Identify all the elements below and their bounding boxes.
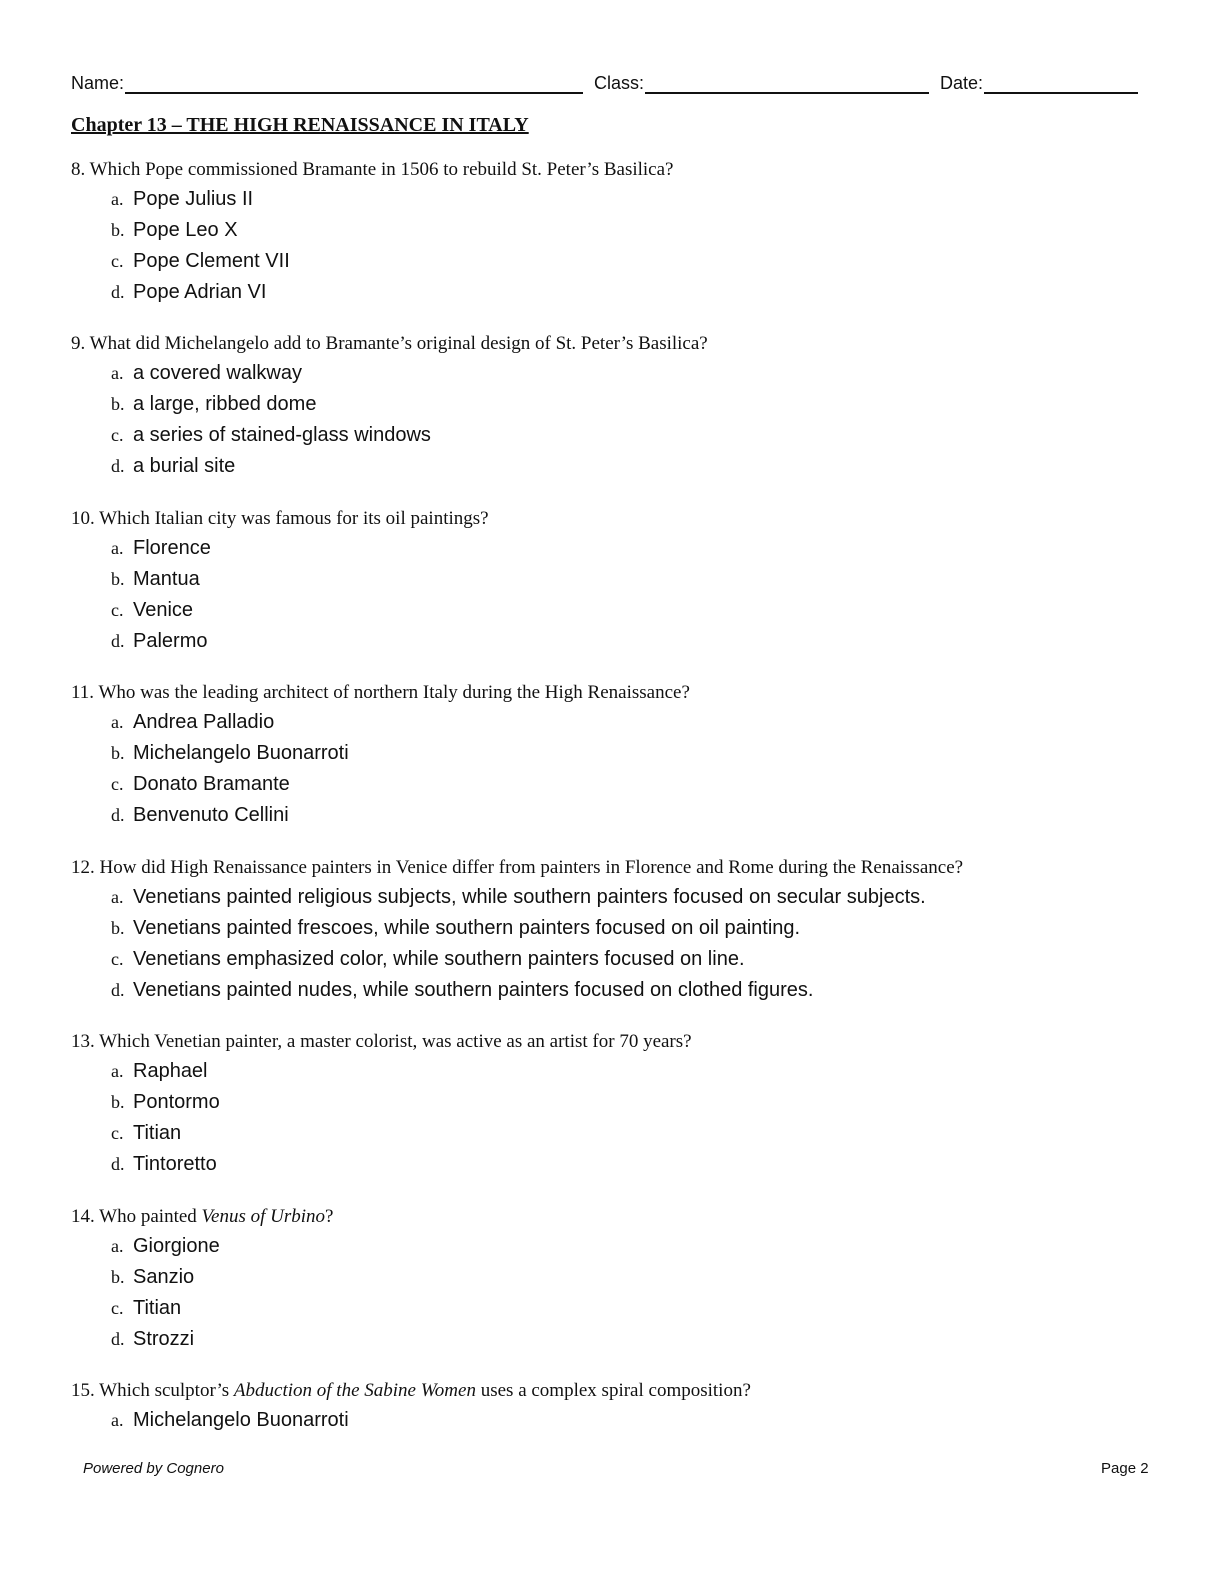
answer-option-d[interactable]	[71, 975, 1171, 1006]
option-text: Tintoretto	[133, 1153, 217, 1175]
option-letter: d.	[111, 1329, 125, 1349]
option-text: Pope Leo X	[133, 219, 238, 241]
option-text: Venetians painted frescoes, while southern painters focused on oil painting.	[133, 917, 801, 939]
option-text: Florence	[133, 537, 211, 559]
date-field	[940, 72, 1138, 94]
answer-option-a[interactable]	[71, 533, 1171, 564]
option-letter: b.	[111, 743, 125, 763]
option-text: Andrea Palladio	[133, 711, 275, 733]
option-letter: c.	[111, 425, 124, 445]
option-letter: c.	[111, 949, 124, 969]
option-text: Pope Julius II	[133, 188, 254, 210]
question-stem: Which Venetian painter, a master colorist, was active as an artist for 70 years?	[99, 1031, 692, 1052]
answer-option-a[interactable]	[71, 1405, 1171, 1436]
question-number: 15.	[71, 1380, 95, 1401]
option-text: Pontormo	[133, 1091, 220, 1113]
option-letter: a.	[111, 363, 124, 383]
answer-option-a[interactable]	[71, 358, 1171, 389]
option-text: a series of stained-glass windows	[133, 424, 431, 446]
answer-option-c[interactable]	[71, 769, 1171, 800]
question-text	[71, 330, 1171, 358]
question-text	[71, 679, 1171, 707]
option-text: Palermo	[133, 630, 208, 652]
question-8	[71, 156, 1171, 308]
option-text: Strozzi	[133, 1328, 195, 1350]
option-text: Sanzio	[133, 1266, 195, 1288]
answer-option-b[interactable]	[71, 389, 1171, 420]
question-text	[71, 1203, 1171, 1231]
option-text: Venetians emphasized color, while southern painters focused on line.	[133, 948, 745, 970]
question-stem: What did Michelangelo add to Bramante’s original design of St. Peter’s Basilica?	[89, 333, 708, 354]
student-info-header	[71, 72, 1143, 98]
option-text: Pope Clement VII	[133, 250, 290, 272]
question-12	[71, 854, 1171, 1006]
answer-option-b[interactable]	[71, 1087, 1171, 1118]
artwork-title: Venus of Urbino	[201, 1206, 326, 1227]
option-letter: d.	[111, 456, 125, 476]
name-blank-line[interactable]	[125, 72, 583, 94]
option-text: Mantua	[133, 568, 200, 590]
option-letter: b.	[111, 569, 125, 589]
question-11	[71, 679, 1171, 831]
answer-option-b[interactable]	[71, 215, 1171, 246]
question-text	[71, 505, 1171, 533]
option-text: a large, ribbed dome	[133, 393, 317, 415]
option-letter: d.	[111, 1154, 125, 1174]
option-letter: c.	[111, 1298, 124, 1318]
answer-option-a[interactable]	[71, 184, 1171, 215]
option-letter: d.	[111, 980, 125, 1000]
option-text: Raphael	[133, 1060, 208, 1082]
option-letter: d.	[111, 282, 125, 302]
answer-option-c[interactable]	[71, 944, 1171, 975]
option-text: Pope Adrian VI	[133, 281, 267, 303]
answer-option-d[interactable]	[71, 800, 1171, 831]
option-text: a burial site	[133, 455, 236, 477]
option-letter: b.	[111, 1267, 125, 1287]
class-label: Class:	[594, 73, 645, 93]
question-stem: Who was the leading architect of northern Italy during the High Renaissance?	[98, 682, 690, 703]
question-text	[71, 156, 1171, 184]
question-10	[71, 505, 1171, 657]
question-13	[71, 1028, 1171, 1180]
question-9	[71, 330, 1171, 482]
question-number: 10.	[71, 508, 95, 529]
question-stem: Which Italian city was famous for its oil paintings?	[99, 508, 489, 529]
option-letter: c.	[111, 600, 124, 620]
question-text	[71, 854, 1171, 882]
question-stem-before: Who painted	[99, 1206, 202, 1227]
question-number: 11.	[71, 682, 95, 703]
answer-option-c[interactable]	[71, 246, 1171, 277]
option-letter: c.	[111, 251, 124, 271]
option-text: Giorgione	[133, 1235, 220, 1257]
answer-option-b[interactable]	[71, 913, 1171, 944]
question-stem-after: uses a complex spiral composition?	[475, 1380, 751, 1401]
answer-option-d[interactable]	[71, 1149, 1171, 1180]
answer-option-c[interactable]	[71, 1118, 1171, 1149]
option-text: a covered walkway	[133, 362, 302, 384]
option-letter: a.	[111, 1061, 124, 1081]
answer-option-c[interactable]	[71, 595, 1171, 626]
option-letter: a.	[111, 189, 124, 209]
option-text: Venice	[133, 599, 194, 621]
answer-option-b[interactable]	[71, 1262, 1171, 1293]
option-letter: c.	[111, 1123, 124, 1143]
option-text: Michelangelo Buonarroti	[133, 742, 349, 764]
option-text: Titian	[133, 1122, 182, 1144]
answer-option-a[interactable]	[71, 1056, 1171, 1087]
option-letter: b.	[111, 918, 125, 938]
class-field	[594, 72, 929, 94]
question-stem-after: ?	[325, 1206, 334, 1227]
answer-option-a[interactable]	[71, 1231, 1171, 1262]
option-text: Venetians painted nudes, while southern painters focused on clothed figures.	[133, 979, 814, 1001]
answer-option-d[interactable]	[71, 1324, 1171, 1355]
option-letter: d.	[111, 631, 125, 651]
option-letter: c.	[111, 774, 124, 794]
question-15	[71, 1377, 1171, 1436]
answer-option-a[interactable]	[71, 882, 1171, 913]
date-blank-line[interactable]	[984, 72, 1138, 94]
name-label: Name:	[71, 73, 125, 93]
option-letter: b.	[111, 220, 125, 240]
option-letter: a.	[111, 1410, 124, 1430]
question-stem: How did High Renaissance painters in Venice differ from painters in Florence and Rome during the Renaissance?	[99, 857, 964, 878]
question-text	[71, 1377, 1171, 1405]
question-number: 8.	[71, 159, 86, 180]
answer-option-d[interactable]	[71, 626, 1171, 657]
option-text: Donato Bramante	[133, 773, 290, 795]
option-text: Benvenuto Cellini	[133, 804, 289, 826]
date-label: Date:	[940, 73, 984, 93]
option-letter: a.	[111, 887, 124, 907]
answer-option-c[interactable]	[71, 420, 1171, 451]
option-letter: a.	[111, 712, 124, 732]
option-text: Titian	[133, 1297, 182, 1319]
question-number: 14.	[71, 1206, 95, 1227]
option-letter: a.	[111, 1236, 124, 1256]
question-number: 9.	[71, 333, 86, 354]
answer-option-c[interactable]	[71, 1293, 1171, 1324]
option-letter: b.	[111, 1092, 125, 1112]
page-number: Page 2	[1101, 1460, 1149, 1477]
class-blank-line[interactable]	[645, 72, 929, 94]
answer-option-a[interactable]	[71, 707, 1171, 738]
answer-option-b[interactable]	[71, 738, 1171, 769]
chapter-title: Chapter 13 – THE HIGH RENAISSANCE IN ITALY	[71, 114, 529, 136]
option-letter: a.	[111, 538, 124, 558]
option-text: Venetians painted religious subjects, while southern painters focused on secular subjects.	[133, 886, 926, 908]
question-stem: Which Pope commissioned Bramante in 1506 to rebuild St. Peter’s Basilica?	[89, 159, 674, 180]
question-number: 12.	[71, 857, 95, 878]
question-14	[71, 1203, 1171, 1355]
powered-by-text: Powered by Cognero	[83, 1460, 224, 1477]
question-stem-before: Which sculptor’s	[99, 1380, 234, 1401]
option-text: Michelangelo Buonarroti	[133, 1409, 349, 1431]
answer-option-d[interactable]	[71, 277, 1171, 308]
option-letter: d.	[111, 805, 125, 825]
answer-option-d[interactable]	[71, 451, 1171, 482]
question-text	[71, 1028, 1171, 1056]
answer-option-b[interactable]	[71, 564, 1171, 595]
artwork-title: Abduction of the Sabine Women	[233, 1380, 476, 1401]
option-letter: b.	[111, 394, 125, 414]
name-field	[71, 72, 583, 94]
question-number: 13.	[71, 1031, 95, 1052]
